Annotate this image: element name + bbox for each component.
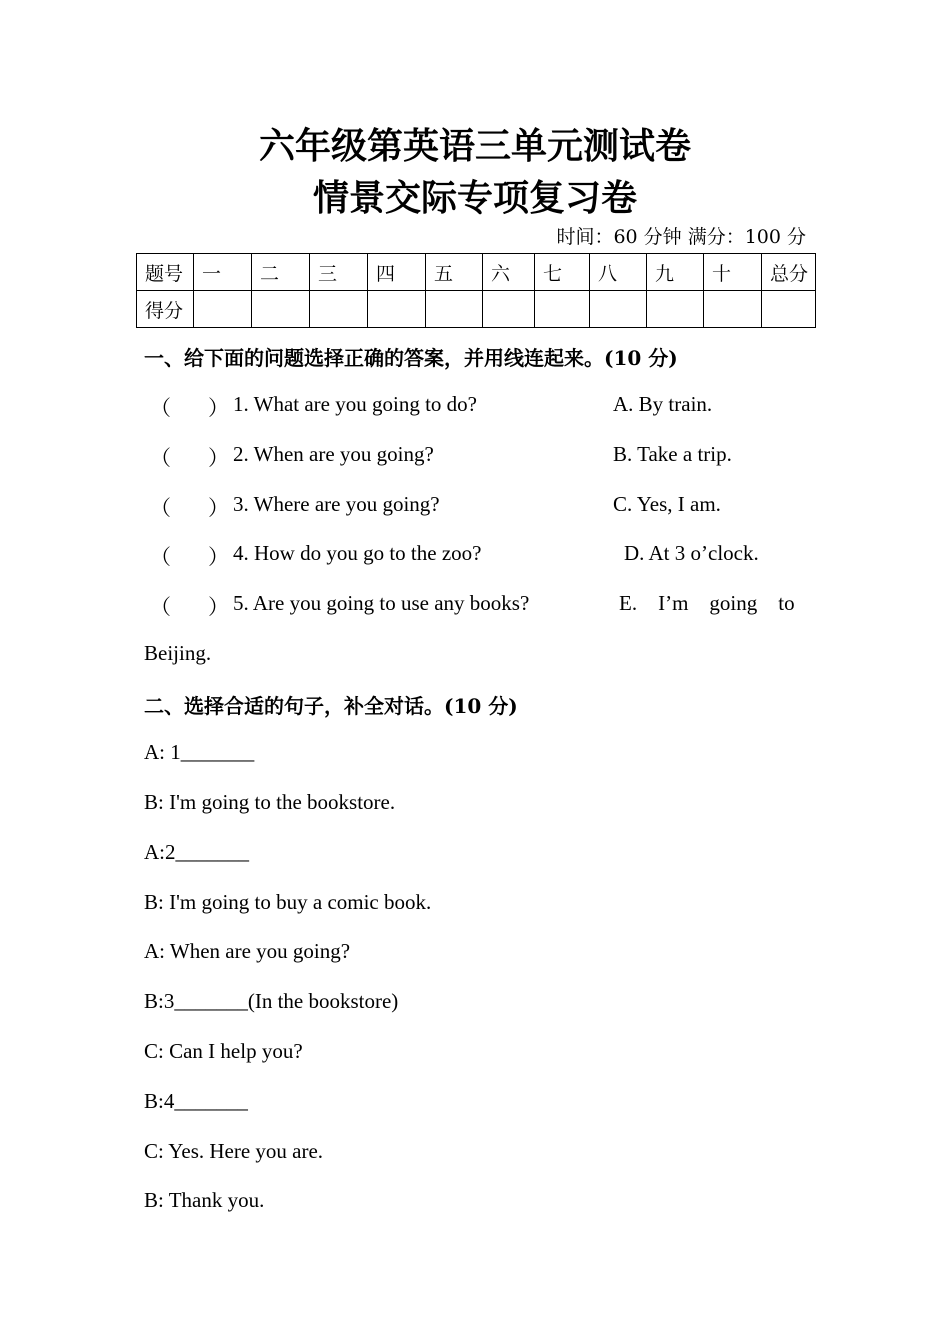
dialogue-line: A: 1_______: [144, 740, 255, 764]
score-entry-cell[interactable]: [590, 291, 647, 328]
table-cell: 七: [535, 254, 590, 291]
score-table-score-row: [137, 291, 816, 328]
score-entry-cell[interactable]: [704, 291, 762, 328]
table-cell: 六: [483, 254, 535, 291]
score-entry-cell[interactable]: [368, 291, 426, 328]
answer-paren-close: ）: [208, 545, 229, 569]
page-subtitle: 情景交际专项复习卷: [312, 177, 637, 219]
table-cell: 五: [426, 254, 483, 291]
answer-item: B. Take a trip.: [613, 442, 732, 466]
section2-heading: 二、选择合适的句子，补全对话。(10 分): [144, 694, 518, 718]
answer-item-continuation: Beijing.: [144, 641, 212, 665]
dialogue-line: A:2_______: [144, 840, 249, 864]
answer-paren-close: ）: [208, 446, 229, 470]
score-table-header-row: [137, 254, 816, 291]
score-entry-cell[interactable]: [483, 291, 535, 328]
score-entry-cell[interactable]: [535, 291, 590, 328]
table-cell: 三: [310, 254, 368, 291]
answer-paren-close: ）: [208, 496, 229, 520]
answer-paren-open: （: [150, 595, 171, 619]
dialogue-line: B: I'm going to buy a comic book.: [144, 890, 432, 914]
table-cell: 二: [252, 254, 310, 291]
time-score-info: 时间：60 分钟 满分：100 分: [556, 226, 806, 248]
answer-paren-open: （: [150, 545, 171, 569]
question-item: 4. How do you go to the zoo?: [233, 541, 482, 565]
score-entry-cell[interactable]: [762, 291, 816, 328]
score-table: [136, 253, 816, 328]
dialogue-line: B: I'm going to the bookstore.: [144, 790, 396, 814]
question-item: 5. Are you going to use any books?: [233, 591, 530, 615]
table-cell: 得分: [137, 291, 194, 328]
score-entry-cell[interactable]: [194, 291, 252, 328]
answer-item: A. By train.: [613, 392, 713, 416]
question-item: 2. When are you going?: [233, 442, 434, 466]
question-item: 1. What are you going to do?: [233, 392, 477, 416]
table-cell: 题号: [137, 254, 194, 291]
answer-paren-open: （: [150, 396, 171, 420]
dialogue-line: C: Can I help you?: [144, 1039, 303, 1063]
score-entry-cell[interactable]: [647, 291, 704, 328]
answer-item: C. Yes, I am.: [613, 492, 721, 516]
answer-paren-close: ）: [208, 396, 229, 420]
answer-paren-open: （: [150, 496, 171, 520]
score-entry-cell[interactable]: [426, 291, 483, 328]
table-cell: 八: [590, 254, 647, 291]
table-cell: 总分: [762, 254, 816, 291]
score-entry-cell[interactable]: [252, 291, 310, 328]
answer-paren-close: ）: [208, 595, 229, 619]
score-entry-cell[interactable]: [310, 291, 368, 328]
answer-item: D. At 3 o’clock.: [624, 541, 759, 565]
question-item: 3. Where are you going?: [233, 492, 440, 516]
table-cell: 十: [704, 254, 762, 291]
table-cell: 一: [194, 254, 252, 291]
section1-heading: 一、给下面的问题选择正确的答案，并用线连起来。(10 分): [144, 346, 678, 370]
page-title: 六年级第英语三单元测试卷: [258, 125, 691, 167]
answer-item: E. I’m going to: [619, 591, 795, 615]
dialogue-line: B:3_______(In the bookstore): [144, 989, 399, 1013]
answer-paren-open: （: [150, 446, 171, 470]
table-cell: 九: [647, 254, 704, 291]
dialogue-line: C: Yes. Here you are.: [144, 1139, 324, 1163]
table-cell: 四: [368, 254, 426, 291]
dialogue-line: B: Thank you.: [144, 1188, 265, 1212]
dialogue-line: A: When are you going?: [144, 939, 351, 963]
dialogue-line: B:4_______: [144, 1089, 248, 1113]
